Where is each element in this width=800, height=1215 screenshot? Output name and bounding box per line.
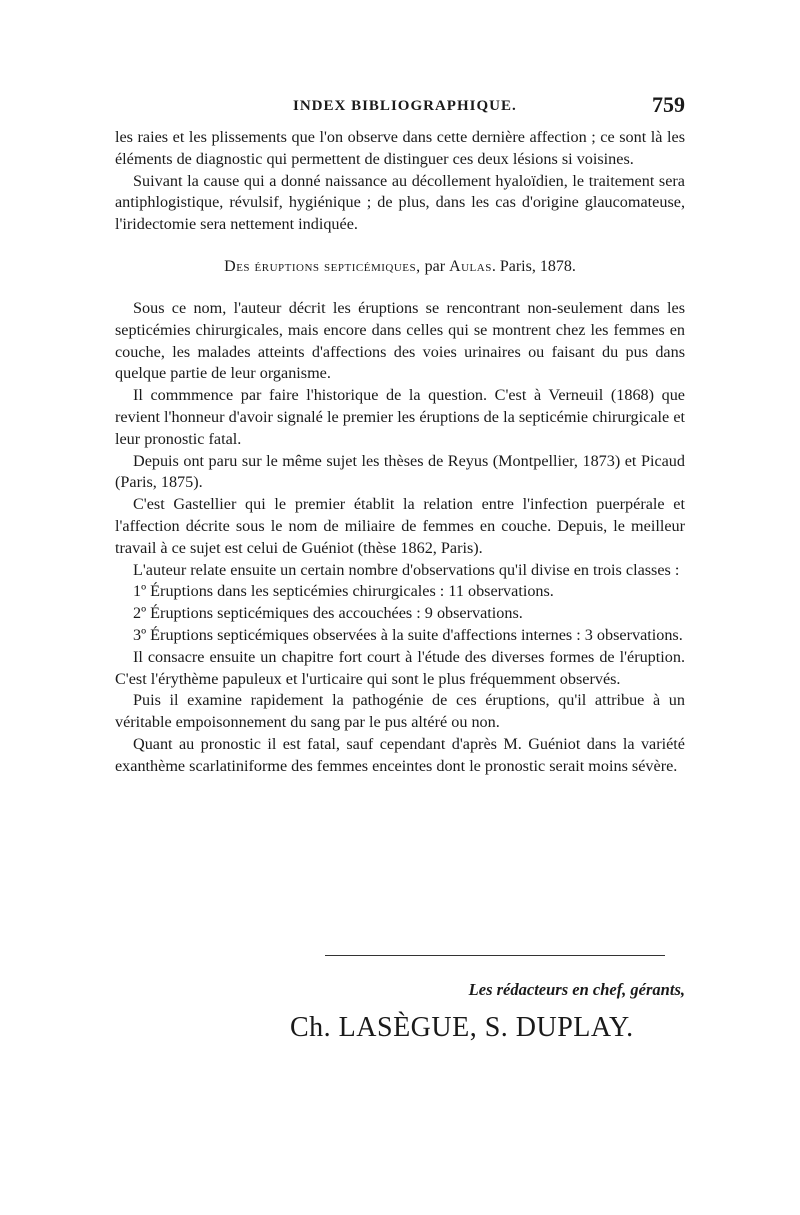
section-title-text: Des éruptions septicémiques, [224, 257, 421, 275]
page-body [115, 127, 685, 778]
signature-line: Les rédacteurs en chef, gérants, [468, 980, 685, 999]
paragraph: Il commmence par faire l'historique de la question. C'est à Verneuil (1868) que revient l'honneur d'avoir signalé le premier les éruptions de la septicémie chirurgicale et leur pronostic fatal. [115, 386, 685, 448]
paragraph: L'auteur relate ensuite un certain nombre d'observations qu'il divise en trois classes : [133, 560, 680, 579]
page-header [115, 92, 685, 122]
paragraph: les raies et les plissements que l'on observe dans cette dernière affection ; ce sont là les éléments de diagnostic qui permettent de distinguer ces deux lésions si voisines. [115, 128, 685, 168]
paragraph: C'est Gastellier qui le premier établit la relation entre l'infection puerpérale et l'affection décrite sous le nom de miliaire de femmes en couche. Depuis, le meilleur travail à ce sujet est celui de Guéniot (thèse 1862, Paris). [115, 495, 685, 557]
list-item: 3º Éruptions septicémiques observées à la suite d'affections internes : 3 observations. [133, 625, 683, 644]
running-title: INDEX BIBLIOGRAPHIQUE. [293, 98, 517, 114]
page-number: 759 [652, 92, 685, 117]
section-author: Aulas [449, 257, 492, 275]
paragraph: Quant au pronostic il est fatal, sauf cependant d'après M. Guéniot dans la variété exanthème scarlatiniforme des femmes enceintes dont le pronostic serait moins sévère. [115, 734, 685, 775]
section-title [115, 256, 685, 278]
editors-names: Ch. LASÈGUE, S. DUPLAY. [290, 1012, 634, 1043]
paragraph: Puis il examine rapidement la pathogénie de ces éruptions, qu'il attribue à un véritable empoisonnement du sang par le pus altéré ou non. [115, 691, 685, 732]
section-title-by: par [420, 257, 450, 275]
divider-rule [325, 955, 665, 956]
list-item: 1º Éruptions dans les septicémies chirurgicales : 11 observations. [133, 582, 554, 601]
paragraph: Depuis ont paru sur le même sujet les thèses de Reyus (Montpellier, 1873) et Picaud (Paris, 1875). [115, 451, 685, 492]
paragraph: Suivant la cause qui a donné naissance au décollement hyaloïdien, le traitement sera antiphlogistique, révulsif, hygiénique ; de plus, dans les cas d'origine glaucomateuse, l'iridectomie sera nettement indiquée. [115, 171, 685, 234]
paragraph: Il consacre ensuite un chapitre fort court à l'étude des diverses formes de l'éruption. C'est l'érythème papuleux et l'urticaire qui sont le plus fréquemment observés. [115, 647, 685, 688]
list-item: 2º Éruptions septicémiques des accouchées : 9 observations. [133, 604, 523, 623]
section-title-rest: . Paris, 1878. [491, 257, 576, 275]
paragraph: Sous ce nom, l'auteur décrit les éruptions se rencontrant non-seulement dans les septicémies chirurgicales, mais encore dans celles qui se montrent chez les femmes en couche, les malades atteints d'affections des voies urinaires ou faisant du pus dans quelque partie de leur organisme. [115, 298, 685, 383]
